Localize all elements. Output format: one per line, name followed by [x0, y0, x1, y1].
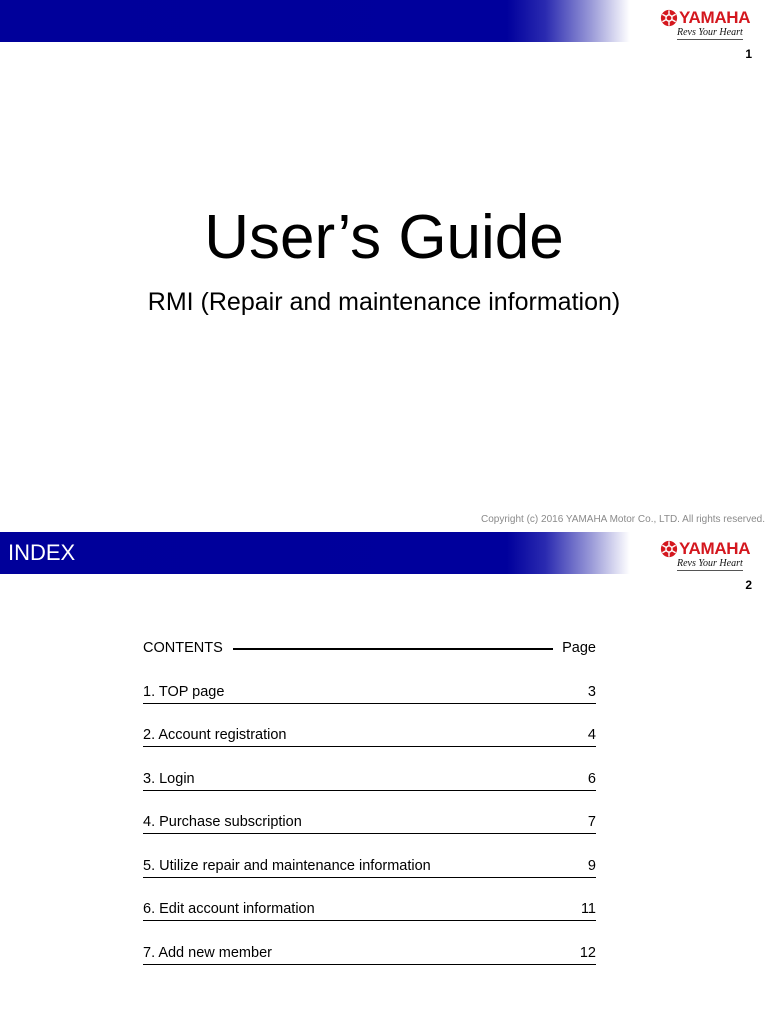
slide-2 — [0, 531, 768, 1024]
toc-item-page: 11 — [580, 901, 596, 917]
toc-header-contents: CONTENTS — [143, 640, 223, 656]
table-of-contents — [143, 638, 596, 965]
page-number: 2 — [745, 578, 752, 592]
toc-item[interactable] — [143, 813, 596, 834]
toc-item[interactable] — [143, 857, 596, 878]
header-banner — [0, 532, 768, 574]
toc-header — [143, 638, 596, 660]
toc-item[interactable] — [143, 683, 596, 704]
copyright-notice: Copyright (c) 2016 YAMAHA Motor Co., LTD. All rights reserved. — [481, 514, 765, 525]
page-subtitle: RMI (Repair and maintenance information) — [147, 288, 621, 316]
logo-tagline: Revs Your Heart — [677, 558, 743, 569]
toc-item-label: 2. Account registration — [143, 727, 287, 743]
toc-item-page: 7 — [587, 814, 596, 830]
toc-header-page: Page — [562, 640, 596, 656]
toc-item[interactable] — [143, 944, 596, 965]
header-banner — [0, 0, 768, 42]
tuning-fork-emblem-icon — [660, 540, 678, 558]
toc-item-label: 3. Login — [143, 770, 195, 787]
toc-item-label: 6. Edit account information — [143, 901, 315, 917]
toc-item-label: 5. Utilize repair and maintenance information — [143, 857, 431, 874]
toc-item[interactable] — [143, 726, 596, 747]
toc-item[interactable] — [143, 770, 596, 791]
toc-item-page: 12 — [579, 944, 596, 961]
toc-item-page: 4 — [587, 727, 596, 743]
toc-item-page: 3 — [587, 683, 596, 700]
toc-item-label: 1. TOP page — [143, 683, 225, 700]
toc-item-label: 4. Purchase subscription — [143, 814, 302, 830]
yamaha-logo — [660, 538, 760, 574]
logo-tagline: Revs Your Heart — [677, 27, 743, 38]
toc-item-page: 9 — [587, 857, 596, 874]
logo-wordmark: YAMAHA — [679, 539, 751, 558]
toc-item[interactable] — [143, 900, 596, 921]
toc-header-rule — [233, 648, 553, 650]
page-title: User’s Guide — [204, 203, 564, 272]
yamaha-logo — [660, 7, 760, 43]
banner-title: INDEX — [8, 540, 76, 565]
toc-item-page: 6 — [587, 770, 596, 787]
tuning-fork-emblem-icon — [660, 9, 678, 27]
logo-wordmark: YAMAHA — [679, 8, 751, 27]
page-number: 1 — [745, 47, 752, 61]
toc-item-label: 7. Add new member — [143, 944, 272, 961]
